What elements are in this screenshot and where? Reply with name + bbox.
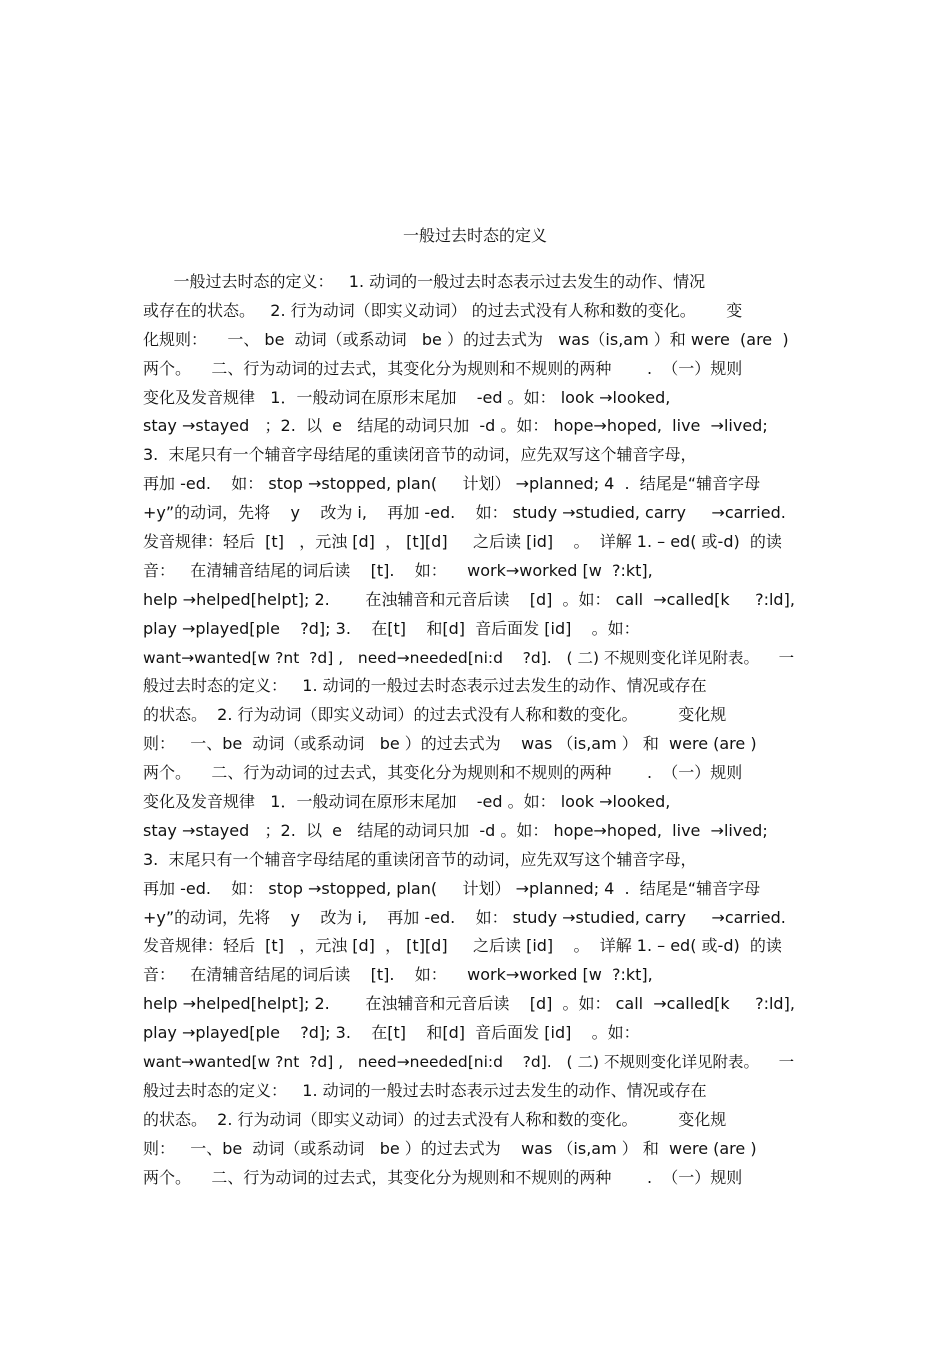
body-line: 发音规律：轻后 [t] ，元浊 [d] ， [t][d] 之后读 [id] 。 详解 1. – ed( 或-d) 的读 <box>143 532 782 552</box>
body-line: 两个。 二、行为动词的过去式，其变化分为规则和不规则的两种 . （一）规则 <box>143 358 743 378</box>
body-line: 两个。 二、行为动词的过去式，其变化分为规则和不规则的两种 . （一）规则 <box>143 1167 743 1187</box>
body-line: play →played[ple ?d]; 3. 在[t] 和[d] 音后面发 [id] 。如： <box>143 1023 640 1043</box>
body-line: 或存在的状态。 2. 行为动词（即实义动词） 的过去式没有人称和数的变化。 变 <box>143 300 743 320</box>
body-line: 再加 -ed. 如： stop →stopped, plan( 计划） →planned; 4 . 结尾是“辅音字母 <box>143 878 761 898</box>
body-line: 再加 -ed. 如： stop →stopped, plan( 计划） →planned; 4 . 结尾是“辅音字母 <box>143 474 761 494</box>
body-line: +y”的动词，先将 y 改为 i, 再加 -ed. 如： study →studied, carry →carried. <box>143 503 786 523</box>
body-line: 变化及发音规律 1．一般动词在原形末尾加 -ed 。如： look →looked, <box>143 792 671 812</box>
body-line: 般过去时态的定义： 1. 动词的一般过去时态表示过去发生的动作、情况或存在 <box>143 1080 707 1100</box>
body-line: 3. 末尾只有一个辅音字母结尾的重读闭音节的动词，应先双写这个辅音字母， <box>143 445 697 465</box>
body-line: 的状态。 2. 行为动词（即实义动词）的过去式没有人称和数的变化。 变化规 <box>143 705 727 725</box>
body-line: stay →stayed ；2. 以 e 结尾的动词只加 -d 。如： hope→hoped, live →lived; <box>143 820 768 840</box>
body-line: 的状态。 2. 行为动词（即实义动词）的过去式没有人称和数的变化。 变化规 <box>143 1109 727 1129</box>
body-line: help →helped[helpt]; 2. 在浊辅音和元音后读 [d] 。如： call →called[k ?:ld], <box>143 589 795 609</box>
body-line: 音： 在清辅音结尾的词后读 [t]. 如： work→worked [w ?:kt], <box>143 560 653 580</box>
body-line: 般过去时态的定义： 1. 动词的一般过去时态表示过去发生的动作、情况或存在 <box>143 676 707 696</box>
document-body <box>143 268 813 1193</box>
body-line: want→wanted[w ?nt ?d] , need→needed[ni:d ?d]. ( 二) 不规则变化详见附表。 一 <box>143 1053 795 1072</box>
body-line: +y”的动词，先将 y 改为 i, 再加 -ed. 如： study →studied, carry →carried. <box>143 907 786 927</box>
body-line: 发音规律：轻后 [t] ，元浊 [d] ， [t][d] 之后读 [id] 。 详解 1. – ed( 或-d) 的读 <box>143 936 782 956</box>
body-line: play →played[ple ?d]; 3. 在[t] 和[d] 音后面发 [id] 。如： <box>143 618 640 638</box>
body-line: 则： 一、be 动词（或系动词 be ）的过去式为 was （is,am ） 和 were (are ) <box>143 1138 757 1158</box>
body-line: want→wanted[w ?nt ?d] , need→needed[ni:d ?d]. ( 二) 不规则变化详见附表。 一 <box>143 648 795 667</box>
body-line: 变化及发音规律 1．一般动词在原形末尾加 -ed 。如： look →looked, <box>143 387 671 407</box>
body-line: help →helped[helpt]; 2. 在浊辅音和元音后读 [d] 。如： call →called[k ?:ld], <box>143 994 795 1014</box>
body-line: 化规则： 一、 be 动词（或系动词 be ）的过去式为 was（is,am ）和 were (are ) <box>143 329 789 349</box>
body-line: 音： 在清辅音结尾的词后读 [t]. 如： work→worked [w ?:kt], <box>143 965 653 985</box>
body-line: 两个。 二、行为动词的过去式，其变化分为规则和不规则的两种 . （一）规则 <box>143 763 743 783</box>
body-line: 3. 末尾只有一个辅音字母结尾的重读闭音节的动词，应先双写这个辅音字母， <box>143 849 697 869</box>
document-title: 一般过去时态的定义 <box>402 226 547 245</box>
body-line: 一般过去时态的定义： 1. 动词的一般过去时态表示过去发生的动作、情况 <box>143 272 706 291</box>
body-line: stay →stayed ；2. 以 e 结尾的动词只加 -d 。如： hope→hoped, live →lived; <box>143 416 768 436</box>
body-line: 则： 一、be 动词（或系动词 be ）的过去式为 was （is,am ） 和 were (are ) <box>143 734 757 754</box>
